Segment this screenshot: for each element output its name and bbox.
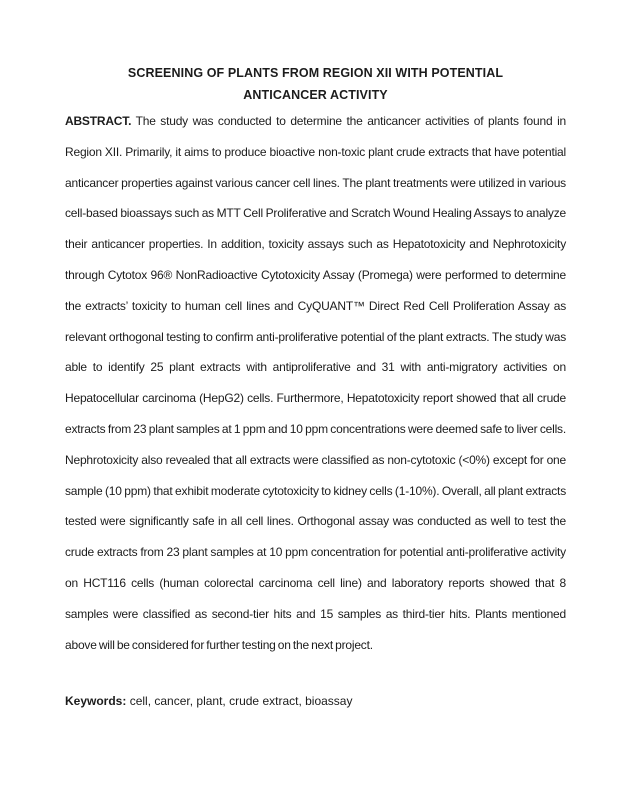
keywords-label: Keywords: [65, 694, 127, 709]
keywords-value: cell, cancer, plant, crude extract, bioassay [129, 694, 353, 709]
paper-title-line-1: SCREENING OF PLANTS FROM REGION XII WITH POTENTIAL [127, 66, 504, 80]
keywords-line [65, 686, 566, 717]
abstract-body-text: The study was conducted to determine the anticancer activities of plants found in Region XII. Primarily, it aims to produce bioactive non-toxic plant crude extracts that have potential anticancer properties against various cancer cell lines. The plant treatments were utilized in various cell-based bioassays such as MTT Cell Proliferative and Scratch Wound Healing Assays to analyze their anticancer properties. In addition, toxicity assays such as Hepatotoxicity and Nephrotoxicity through Cytotox 96® NonRadioactive Cytotoxicity Assay (Promega) were performed to determine the extracts’ toxicity to human cell lines and CyQUANT™ Direct Red Cell Proliferation Assay as relevant orthogonal testing to confirm anti-proliferative potential of the plant extracts. The study was able to identify 25 plant extracts with antiproliferative and 31 with anti-migratory activities on Hepatocellular carcinoma (HepG2) cells. Furthermore, Hepatotoxicity report showed that all crude extracts from 23 plant samples at 1 ppm and 10 ppm concentrations were deemed safe to liver cells. Nephrotoxicity also revealed that all extracts were classified as non-cytotoxic (<0%) except for one sample (10 ppm) that exhibit moderate cytotoxicity to kidney cells (1-10%). Overall, all plant extracts tested were significantly safe in all cell lines. Orthogonal assay was conducted as well to test the crude extracts from 23 plant samples at 10 ppm concentration for potential anti-proliferative activity on HCT116 cells (human colorectal carcinoma cell line) and laboratory reports showed that 8 samples were classified as second-tier hits and 15 samples as third-tier hits. Plants mentioned above will be considered for further testing on the next project. [65, 114, 567, 652]
paper-title [65, 62, 566, 106]
abstract-paragraph [65, 106, 566, 660]
abstract-label: ABSTRACT. [65, 114, 132, 128]
paper-title-line-2: ANTICANCER ACTIVITY [243, 88, 388, 102]
